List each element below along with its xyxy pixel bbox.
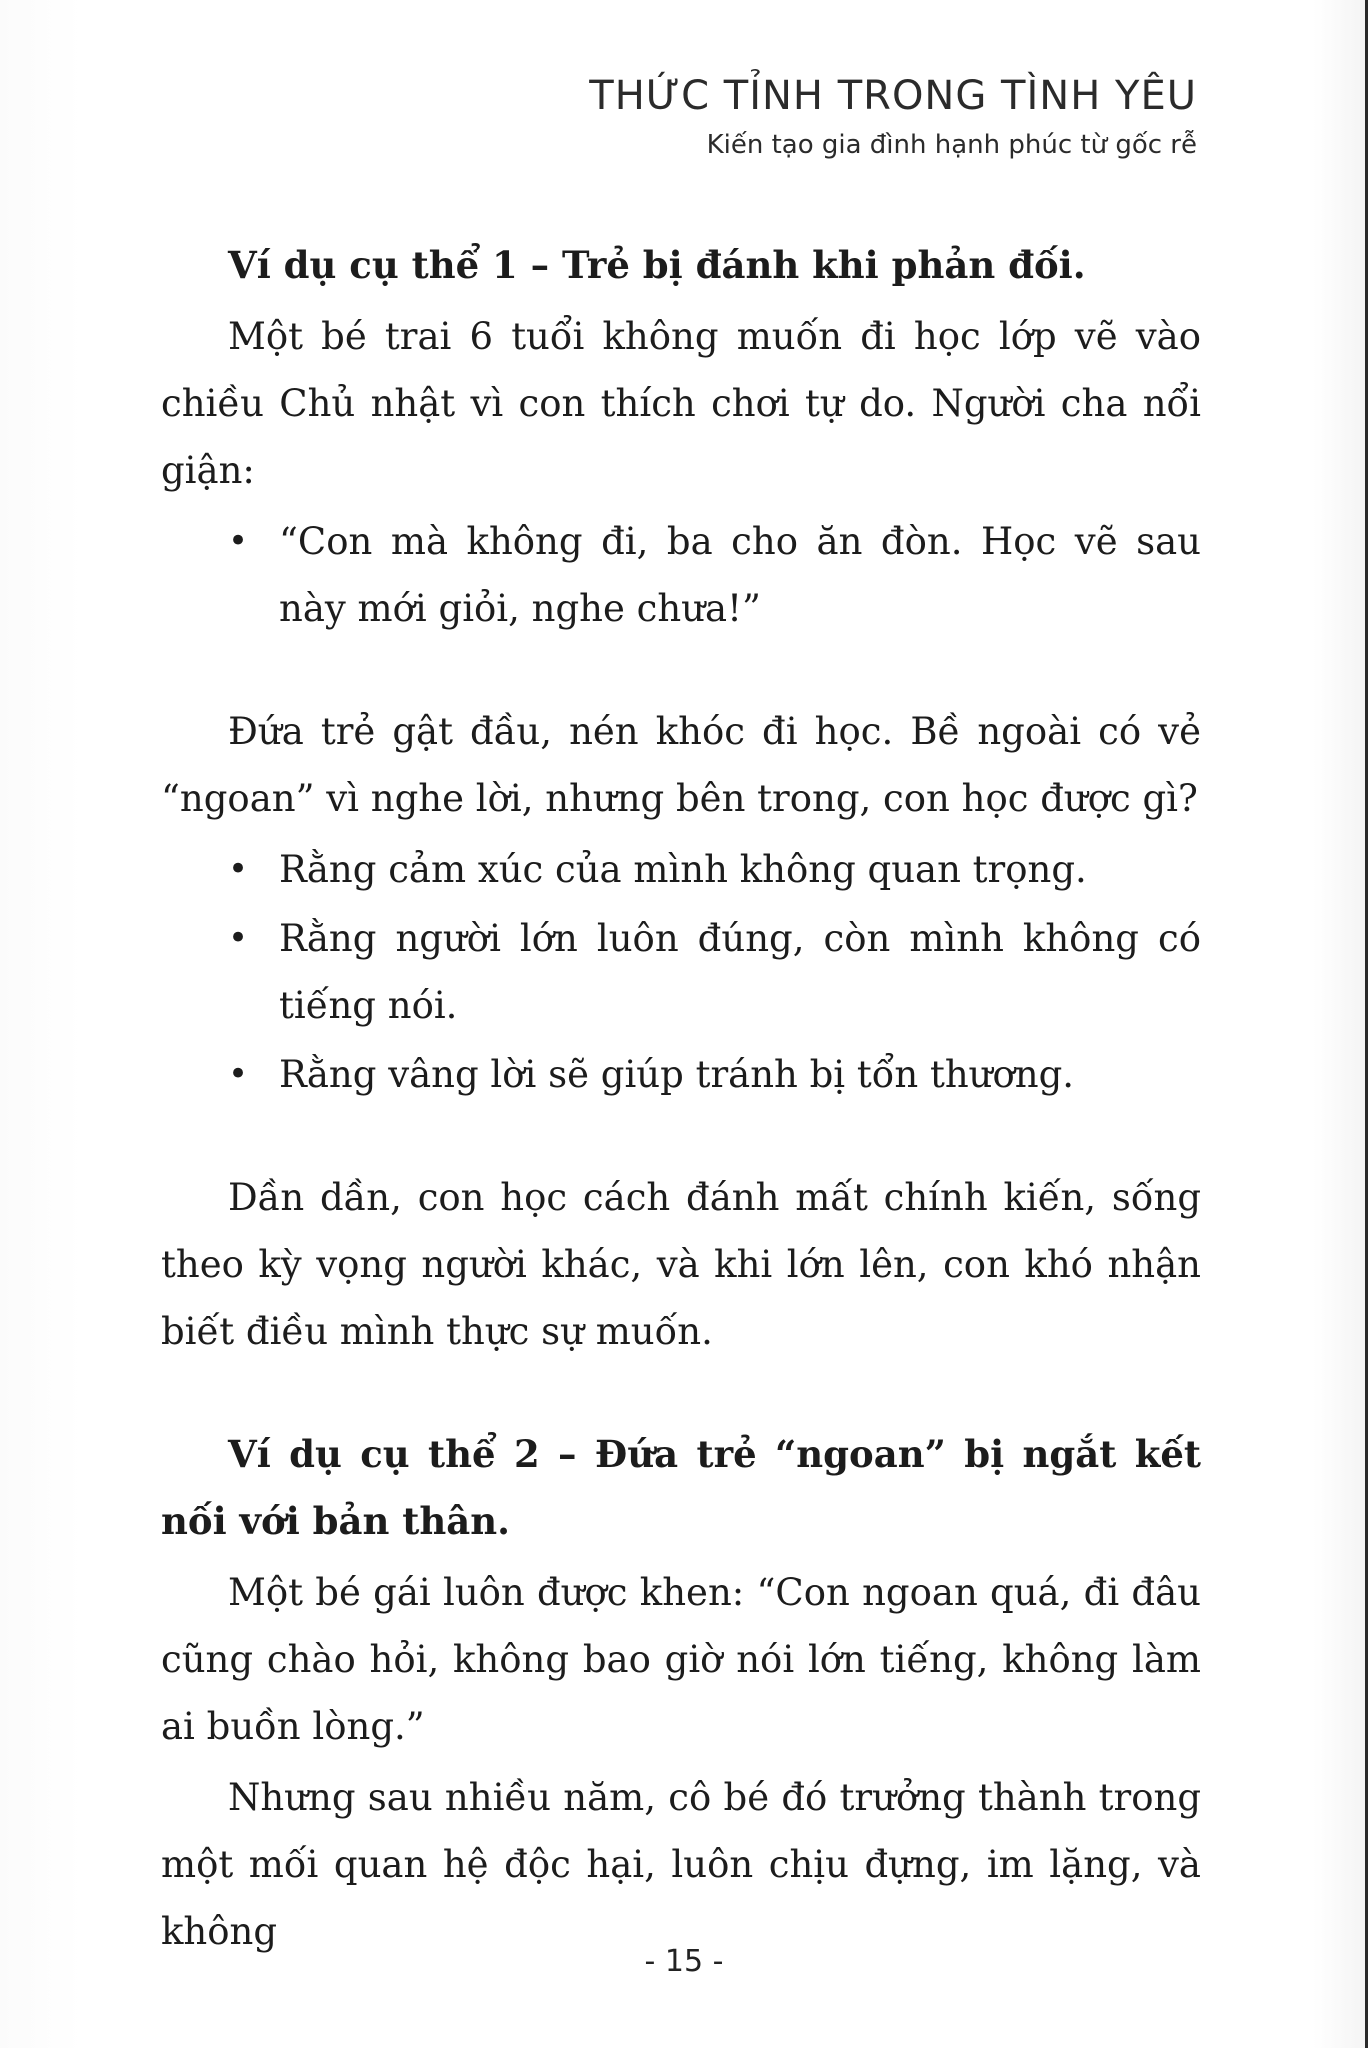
- example-1-paragraph: Một bé trai 6 tuổi không muốn đi học lớp vẽ vào chiều Chủ nhật vì con thích chơi tự do. Người cha nổi giận:: [161, 315, 1201, 492]
- lesson-text: Rằng cảm xúc của mình không quan trọng.: [279, 848, 1087, 891]
- bullet-icon: •: [228, 918, 249, 958]
- book-title: THỨC TỈNH TRONG TÌNH YÊU: [589, 73, 1197, 119]
- lessons-list: [161, 836, 1201, 1108]
- example-2-paragraph: Một bé gái luôn được khen: “Con ngoan quá, đi đâu cũng chào hỏi, không bao giờ nói lớn tiếng, không làm ai buồn lòng.”: [161, 1571, 1201, 1748]
- list-item: [161, 836, 1201, 903]
- example-2-continuation: Nhưng sau nhiều năm, cô bé đó trưởng thành trong một mối quan hệ độc hại, luôn chịu đựng, im lặng, và không: [161, 1776, 1201, 1953]
- lesson-text: Rằng người lớn luôn đúng, còn mình không có tiếng nói.: [279, 917, 1201, 1027]
- quote-list: [161, 508, 1201, 642]
- page-body: [161, 232, 1201, 1965]
- lesson-text: Rằng vâng lời sẽ giúp tránh bị tổn thương.: [279, 1053, 1075, 1096]
- book-subtitle: Kiến tạo gia đình hạnh phúc từ gốc rễ: [706, 130, 1197, 160]
- running-header: [589, 68, 1197, 164]
- bullet-icon: •: [228, 849, 249, 889]
- example-2-heading: Ví dụ cụ thể 2 – Đứa trẻ “ngoan” bị ngắt kết nối với bản thân.: [161, 1432, 1201, 1543]
- example-1-heading: Ví dụ cụ thể 1 – Trẻ bị đánh khi phản đối.: [228, 243, 1086, 287]
- father-quote: “Con mà không đi, ba cho ăn đòn. Học vẽ sau này mới giỏi, nghe chưa!”: [279, 520, 1201, 630]
- bullet-icon: •: [228, 1054, 249, 1094]
- list-item: [161, 905, 1201, 1039]
- bullet-icon: •: [228, 521, 249, 561]
- example-1-reflection: Đứa trẻ gật đầu, nén khóc đi học. Bề ngoài có vẻ “ngoan” vì nghe lời, nhưng bên trong, con học được gì?: [161, 710, 1201, 820]
- example-1-conclusion: Dần dần, con học cách đánh mất chính kiến, sống theo kỳ vọng người khác, và khi lớn lên, con khó nhận biết điều mình thực sự muốn.: [161, 1176, 1201, 1353]
- list-item: [161, 508, 1201, 642]
- page-number: - 15 -: [644, 1944, 724, 1979]
- list-item: [161, 1041, 1201, 1108]
